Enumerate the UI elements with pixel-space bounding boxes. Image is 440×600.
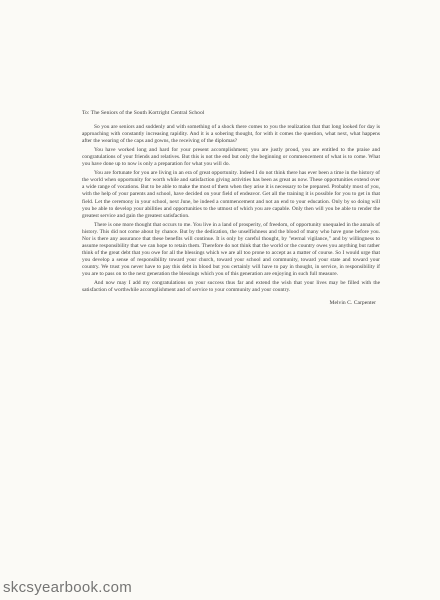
- letter-signature: Melvin C. Carpenter: [329, 300, 376, 307]
- letter-body: [82, 110, 380, 313]
- letter-paragraph-1: So you are seniors and suddenly and with something of a shock there comes to you the realization that that long looked for day is approaching with constantly increasing rapidity. And it is a sobering thought, for with it comes the question, what next, what happens after the wearing of the caps and gowns, the receiving of the diplomas?: [82, 124, 380, 145]
- letter-paragraph-2: You have worked long and hard for your present accomplishment; you are justly proud, you are entitled to the praise and congratulations of your friends and relatives. But this is not the end but only the beginning or commencement of what is to come. What you have done up to now is only a preparation for what you will do.: [82, 147, 380, 168]
- site-watermark: skcsyearbook.com: [3, 579, 133, 596]
- letter-paragraph-5: And now may I add my congratulations on your success thus far and extend the wish that your lives may be filled with the satisfaction of worthwhile accomplishment and of service to your community and your country.: [82, 280, 380, 294]
- letter-paragraph-3: You are fortunate for you are living in an era of great opportunity. Indeed I do not think there has ever been a time in the history of the world when opportunity for worth while and satisfaction giving activities has been as great as now. These opportunities extend over a wide range of vocations. But to be able to make the most of them when they arise it is necessary to be prepared. Probably most of you, with the help of your parents and school, have decided on your field of endeavor. Get all the training it is possible for you to get in that field. Let the ceremony in your school, next June, be indeed a commencement and not an end to your education. Only by so doing will you be able to develop your abilities and opportunities to the utmost of which you are capable. Only then will you be able to render the greatest service and gain the greatest satisfaction.: [82, 170, 380, 219]
- letter-paragraph-4: There is one more thought that occurs to me. You live in a land of prosperity, of freedom, of opportunity unequaled in the annals of history. This did not come about by chance. But by the dedication, the unselfishness and the blood of many who have gone before you. Nor is there any assurance that these benefits will continue. It is only by careful thought, by "eternal vigilance," and by willingness to assume responsibility that we can hope to retain them. Therefore do not think that the world or the country owes you anything but rather think of the great debt that you owe for all the blessings which we are all too prone to accept as a matter of course. So I would urge that you develop a sense of responsibility toward your church, toward your school and community, toward your state and toward your country. We trust you never have to pay this debt in blood but you certainly will have to pay in thought, in service, in responsibility if you are to pass on to the next generation the blessings which you of this generation are enjoying in such full measure.: [82, 221, 380, 277]
- letter-salutation: To: The Seniors of the South Kortright Central School: [82, 110, 205, 116]
